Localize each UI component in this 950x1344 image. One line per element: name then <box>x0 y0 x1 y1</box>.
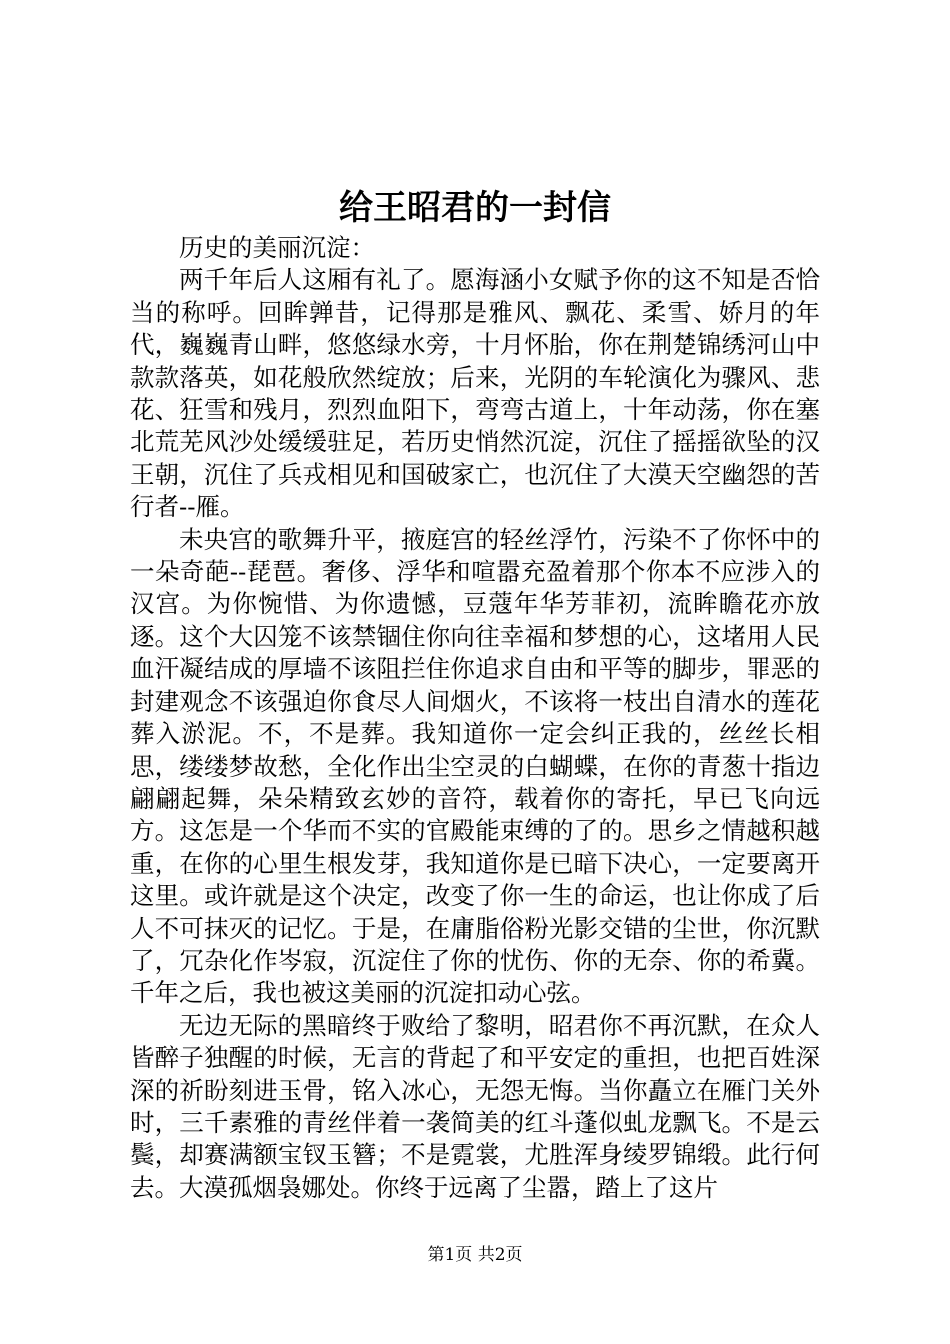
body-paragraph: 未央宫的歌舞升平，掖庭宫的轻丝浮竹，污染不了你怀中的一朵奇葩--琵琶。奢侈、浮华和喧嚣充盈着那个你本不应涉入的汉宫。为你惋惜、为你遗憾，豆蔻年华芳菲初，流眸瞻花亦放逐。这个大囚笼不该禁锢住你向往幸福和梦想的心，这堵用人民血汗凝结成的厚墙不该阻拦住你追求自由和平等的脚步，罪恶的封建观念不该强迫你食尽人间烟火，不该将一枝出自清水的莲花葬入淤泥。不，不是葬。我知道你一定会纠正我的，丝丝长相思，缕缕梦故愁，全化作出尘空灵的白蝴蝶，在你的青葱十指边翩翩起舞，朵朵精致玄妙的音符，载着你的寄托，早已飞向远方。这怎是一个华而不实的官殿能束缚的了的。思乡之情越积越重，在你的心里生根发芽，我知道你是已暗下决心，一定要离开这里。或许就是这个决定，改变了你一生的命运，也让你成了后人不可抹灭的记忆。于是，在庸脂俗粉光影交错的尘世，你沉默了，冗杂化作岑寂，沉淀住了你的忧伤、你的无奈、你的希冀。千年之后，我也被这美丽的沉淀扣动心弦。 <box>130 524 820 1008</box>
body-paragraph: 无边无际的黑暗终于败给了黎明，昭君你不再沉默，在众人皆醉子独醒的时候，无言的背起了和平安定的重担，也把百姓深深的祈盼刻进玉骨，铭入冰心，无怨无悔。当你矗立在雁门关外时，三千素雅的青丝伴着一袭简美的红斗蓬似虬龙飘飞。不是云鬓，却赛满额宝钗玉簪；不是霓裳，尤胜浑身绫罗锦缎。此行何去。大漠孤烟袅娜处。你终于远离了尘嚣，踏上了这片 <box>130 1010 820 1202</box>
body-paragraph: 两千年后人这厢有礼了。愿海涵小女赋予你的这不知是否恰当的称呼。回眸亸昔，记得那是雅风、飘花、柔雪、娇月的年代，巍巍青山畔，悠悠绿水旁，十月怀胎，你在荆楚锦绣河山中款款落英，如花般欣然绽放；后来，光阴的车轮演化为骤风、悲花、狂雪和残月，烈烈血阳下，弯弯古道上，十年动荡，你在塞北荒芜风沙处缓缓驻足，若历史悄然沉淀，沉住了摇摇欲坠的汉王朝，沉住了兵戎相见和国破家亡，也沉住了大漠天空幽怨的苦行者--雁。 <box>130 265 820 522</box>
document-body <box>130 232 820 1204</box>
page-footer: 第1页 共2页 <box>427 1245 523 1265</box>
salutation-paragraph: 历史的美丽沉淀： <box>179 233 375 262</box>
document-title: 给王昭君的一封信 <box>339 188 611 228</box>
